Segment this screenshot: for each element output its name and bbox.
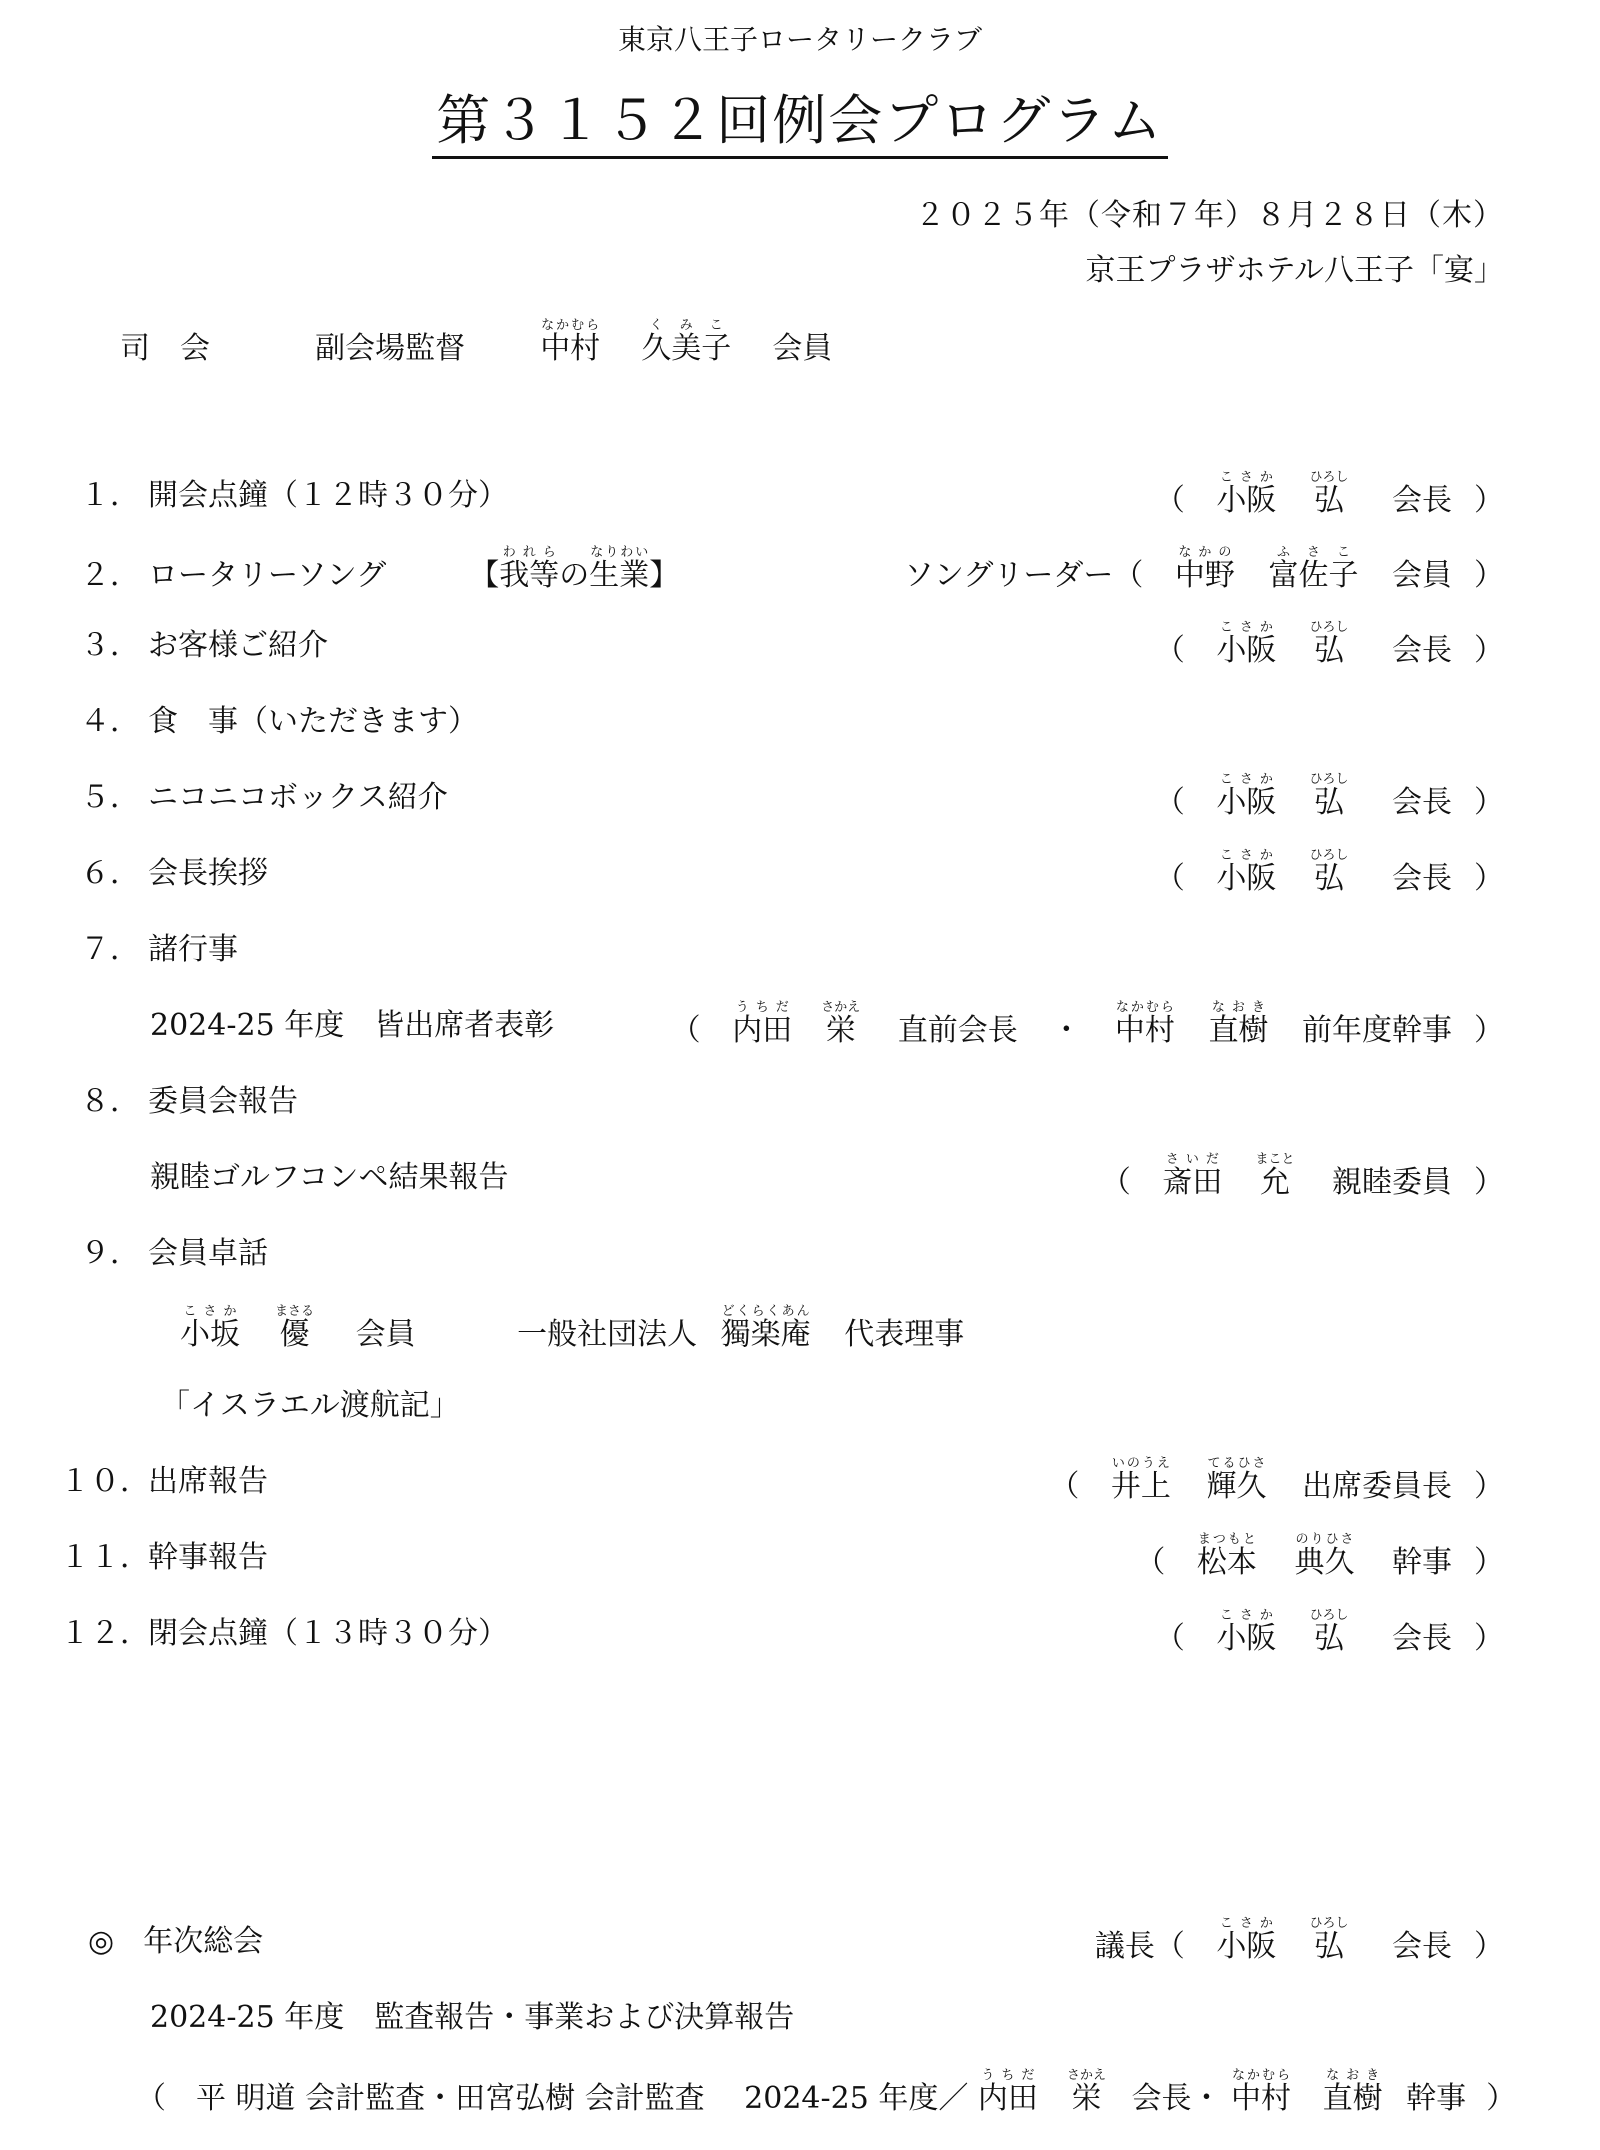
committee8-label: 親睦ゴルフコンペ結果報告 — [150, 1160, 509, 1195]
double-circle-icon: ◎ — [88, 1924, 115, 1959]
mc-line — [120, 318, 832, 367]
program-item-7: ７． 諸行事 — [80, 932, 238, 967]
mc-label: 司 会 — [120, 331, 210, 366]
presenter-item-11: （ 松本まつもと 典久のりひさ 幹事 ） — [1135, 1532, 1504, 1580]
talk9-speaker: 小坂こさか 優まさる 会員 一般社団法人 獨楽庵どくらくあん 代表理事 — [180, 1304, 965, 1352]
program-item-6: ６． 会長挨拶 — [80, 856, 268, 891]
presenter-item-5: （ 小阪こさか 弘ひろし 会長 ） — [1154, 772, 1504, 820]
program-item-5: ５． ニコニコボックス紹介 — [80, 780, 448, 815]
event7-recipients: （ 内田うちだ 栄さかえ 直前会長 ・ 中村なかむら 直樹なおき 前年度幹事 ） — [670, 1000, 1504, 1048]
general-meeting-heading: ◎ 年次総会 — [88, 1924, 264, 1959]
club-name: 東京八王子ロータリークラブ — [617, 23, 982, 56]
program-item-12: １２．閉会点鐘（１３時３０分） — [60, 1616, 508, 1651]
event7-label: 2024-25 年度 皆出席者表彰 — [150, 1008, 555, 1043]
program-item-3: ３． お客様ご紹介 — [80, 628, 328, 663]
general-meeting-line2: （ 平 明道 会計監査・田宮弘樹 会計監査 2024-25 年度／ 内田うちだ 栄さかえ 会長・ 中村なかむら 直樹なおき 幹事 ） — [136, 2068, 1517, 2116]
general-meeting-chair: 議長（ 小阪こさか 弘ひろし 会長 ） — [1094, 1916, 1504, 1964]
program-item-1: １． 開会点鐘（１２時３０分） — [80, 478, 508, 513]
program-item-8: ８． 委員会報告 — [80, 1084, 298, 1119]
mc-role: 副会場監督 — [315, 331, 466, 366]
general-meeting-line1: 2024-25 年度 監査報告・事業および決算報告 — [150, 2000, 795, 2035]
presenter-item-1: （ 小阪こさか 弘ひろし 会長 ） — [1154, 470, 1504, 518]
program-item-11: １１．幹事報告 — [60, 1540, 268, 1575]
mc-name-surname: 中村なかむら — [540, 318, 601, 366]
presenter-item-6: （ 小阪こさか 弘ひろし 会長 ） — [1154, 848, 1504, 896]
meeting-venue: 京王プラザホテル八王子「宴」 — [1085, 253, 1504, 288]
mc-name-given: 久美子くみこ — [641, 318, 732, 366]
program-item-9: ９． 会員卓話 — [80, 1236, 268, 1271]
page-title — [0, 78, 1600, 155]
meeting-date: ２０２５年（令和７年）８月２８日（木） — [915, 198, 1504, 233]
presenter-item-12: （ 小阪こさか 弘ひろし 会長 ） — [1154, 1608, 1504, 1656]
program-item-4: ４． 食 事（いただきます） — [80, 704, 478, 739]
program-item-2: ２． ロータリーソング 【我等われらの生業なりわい】 — [80, 545, 680, 593]
committee8-presenter: （ 斎田さいだ 允まこと 親睦委員 ） — [1100, 1152, 1504, 1200]
title-text: 第３１５２回例会プログラム — [432, 89, 1167, 159]
presenter-item-2: ソングリーダー（ 中野なかの 富佐子ふさこ 会員 ） — [903, 545, 1504, 593]
presenter-item-10: （ 井上いのうえ 輝久てるひさ 出席委員長 ） — [1049, 1456, 1504, 1504]
mc-suffix: 会員 — [772, 331, 833, 366]
talk9-topic: 「イスラエル渡航記」 — [160, 1388, 460, 1423]
presenter-item-3: （ 小阪こさか 弘ひろし 会長 ） — [1154, 620, 1504, 668]
program-item-10: １０．出席報告 — [60, 1464, 268, 1499]
